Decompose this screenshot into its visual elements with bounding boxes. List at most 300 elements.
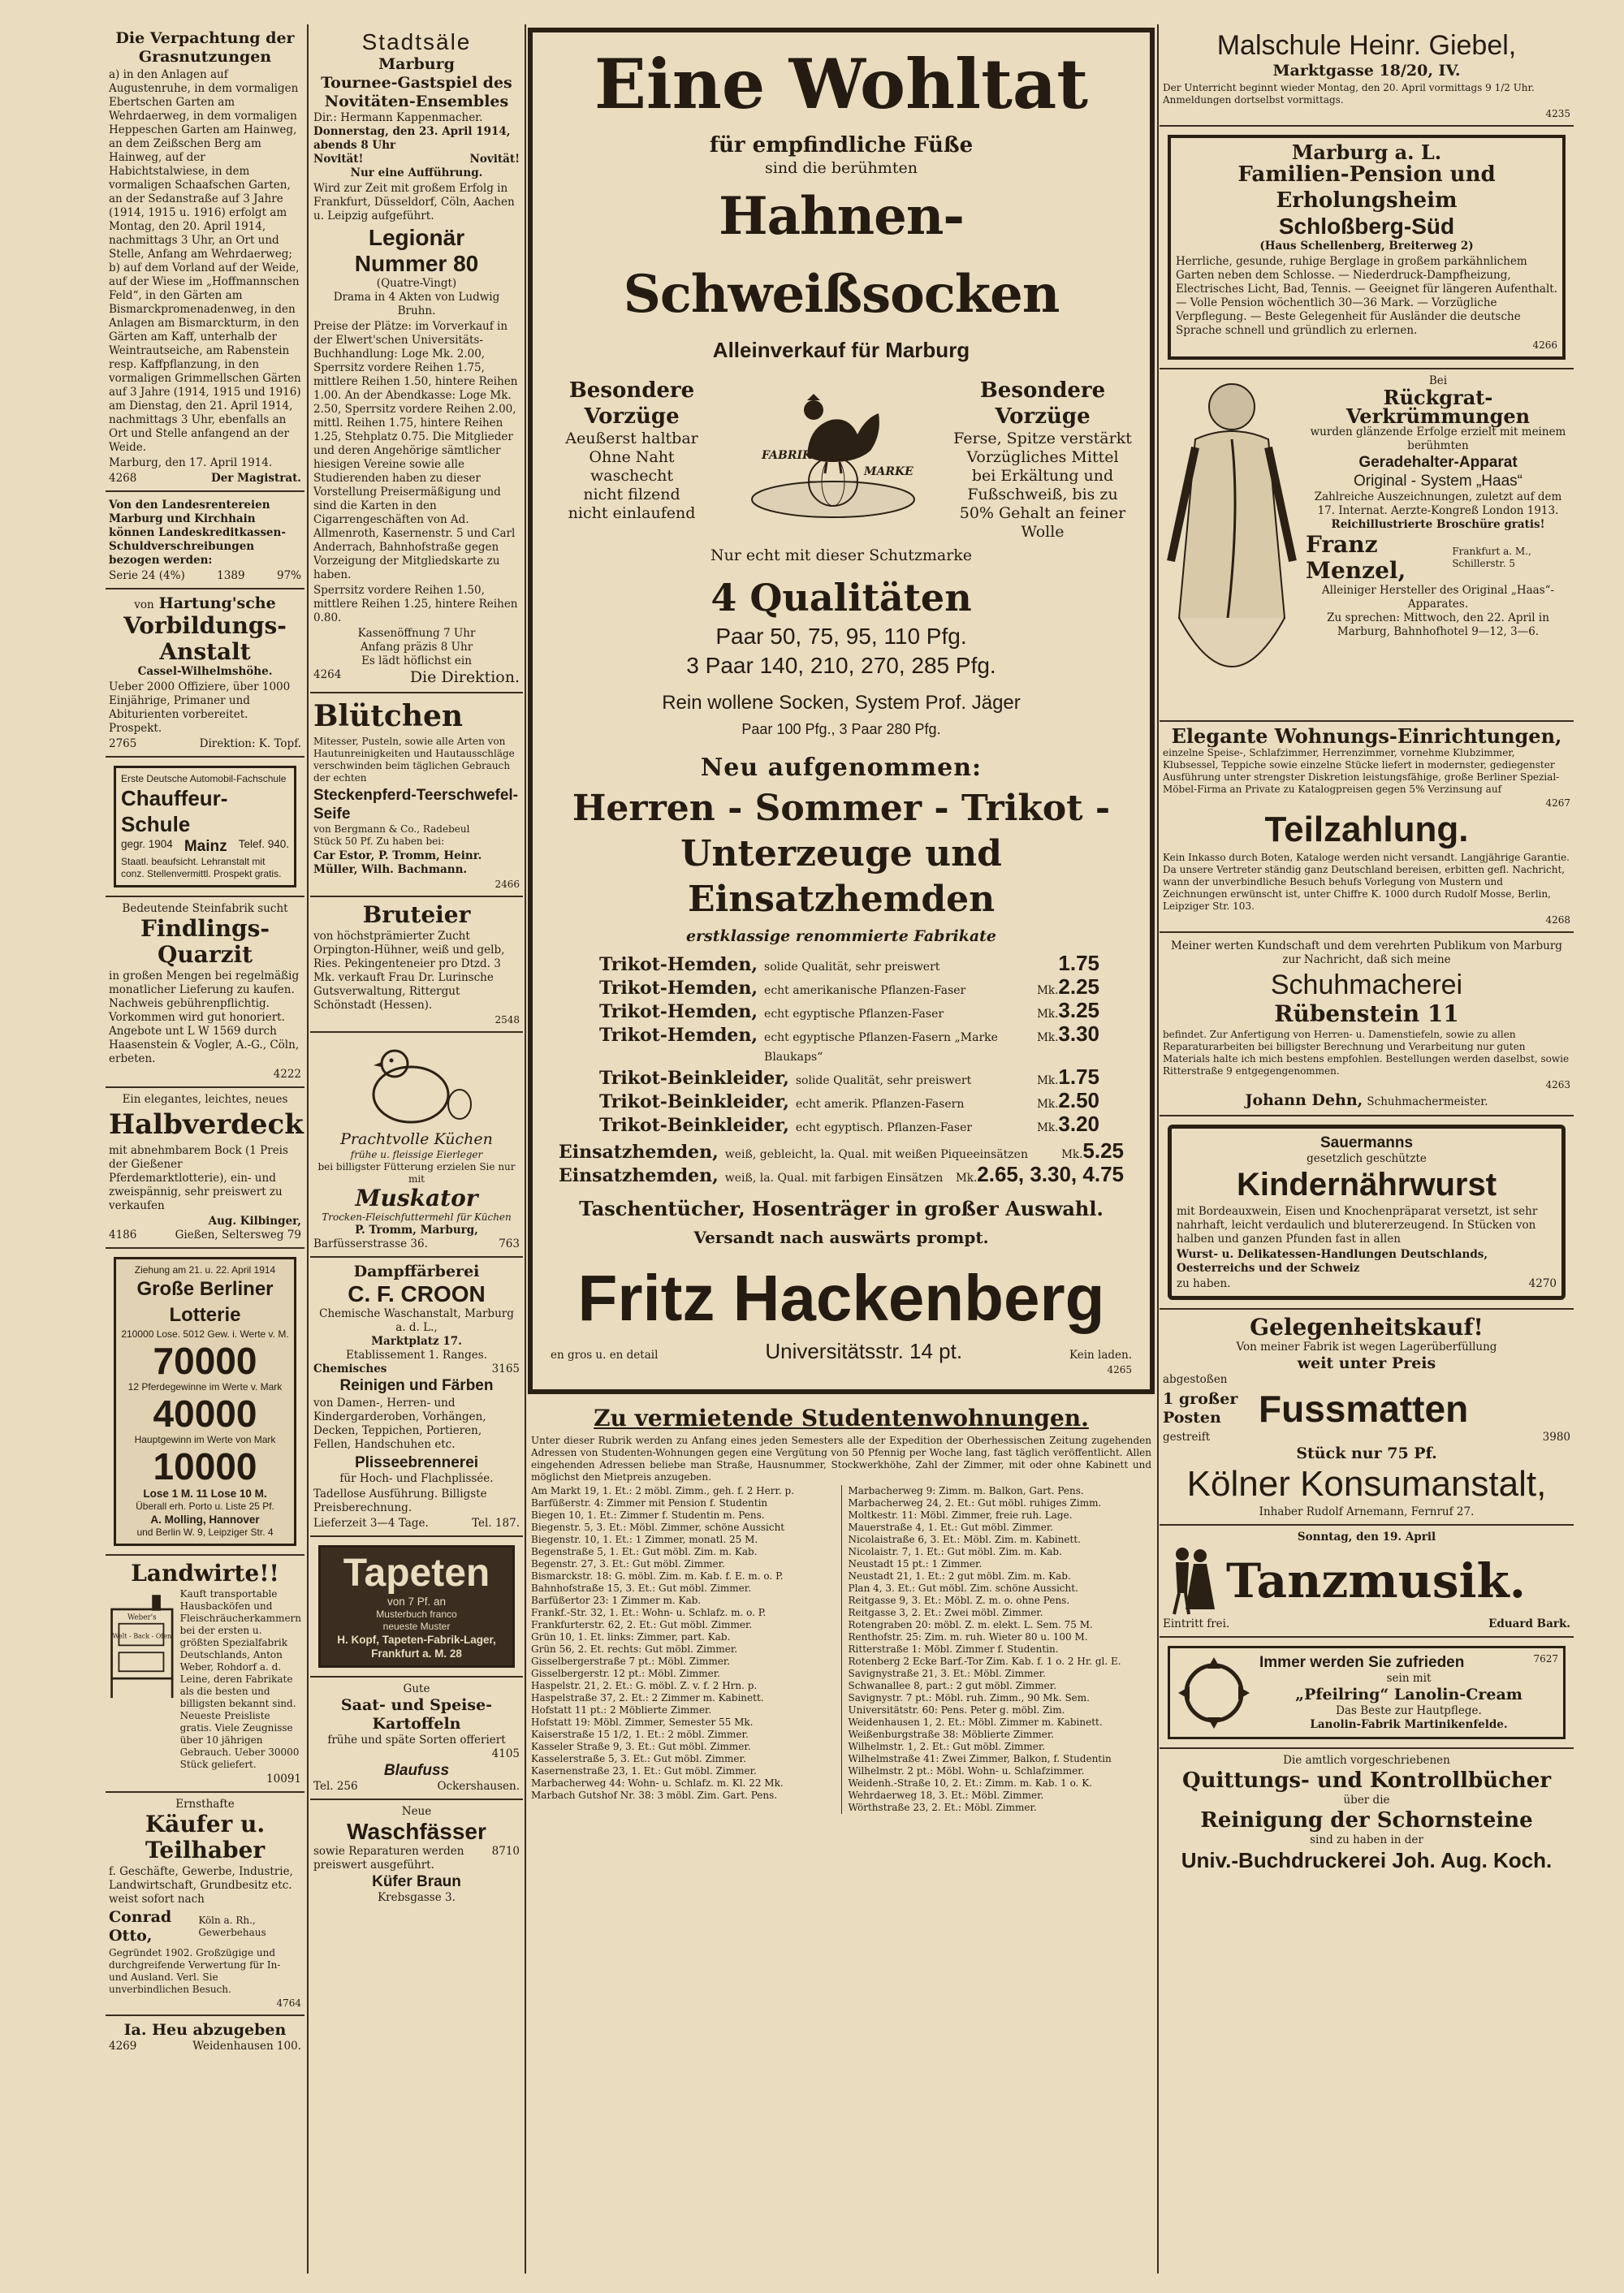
section-studentenwohnungen — [528, 1401, 1155, 1817]
ad-title-2: Reinigung der Schornsteine — [1200, 1808, 1533, 1833]
ad-prices-1: Paar 50, 75, 95, 110 Pfg. — [715, 624, 967, 649]
listing-item: Kasselerstraße 5, 3. Et.: Gut möbl. Zimmer. — [531, 1753, 746, 1764]
listing-item: Weidenhausen 1, 2. Et.: Möbl. Zimmer m. Kabinett. — [848, 1717, 1103, 1728]
listing-item: Mauerstraße 4, 1. Et.: Gut möbl. Zimmer. — [848, 1522, 1054, 1533]
price-row — [599, 1114, 1099, 1138]
ad-name: Franz Menzel, — [1306, 531, 1406, 584]
item-desc: solide Qualität, sehr preiswert — [795, 1074, 972, 1087]
listing-item: Kasseler Straße 9, 3. Et.: Gut möbl. Zimmer. — [531, 1741, 751, 1752]
dancers-icon — [1163, 1544, 1220, 1617]
column-rule — [525, 24, 526, 2274]
ad-text: Ueber 2000 Offiziere, über 1000 Einjährige, Primaner und Abiturienten vorbereitet. Prospekt. — [109, 680, 291, 735]
right-item: 50% Gehalt an feiner — [959, 504, 1126, 522]
ad-pre: Ernsthafte — [175, 1798, 235, 1811]
ad-croon — [310, 1258, 523, 1537]
series-code: 1389 — [217, 569, 245, 582]
ad-product: Steckenpferd-Teerschwefel-Seife — [313, 787, 519, 823]
right-item: Vorzügliches Mittel — [966, 448, 1119, 466]
ad-name: Eduard Bark. — [1488, 1617, 1570, 1630]
ad-number: 4186 — [109, 1229, 137, 1242]
ad-title: Rückgrat-Verkrümmungen — [1345, 386, 1531, 428]
person-back-icon — [1163, 374, 1301, 715]
price-row — [599, 1064, 1099, 1090]
listing-item: Marbach Gutshof Nr. 38: 3 möbl. Zim. Gart. Pens. — [531, 1790, 778, 1801]
item-unit: Mk. — [1037, 984, 1059, 997]
column-2 — [310, 24, 523, 1910]
ad-seats: Es lädt höflichst ein — [361, 654, 472, 667]
ad-text: f. Geschäfte, Gewerbe, Industrie, Landwirtschaft, Grundbesitz etc. weist sofort nach — [109, 1865, 293, 1906]
ad-address: Barfüsserstrasse 36. — [313, 1237, 428, 1250]
ad-landesrente — [106, 492, 304, 589]
lotterie-box — [114, 1257, 296, 1546]
ad-date: Donnerstag, den 23. April 1914, abends 8 Uhr — [313, 125, 511, 152]
ad-firm: Kölner Konsumanstalt, — [1186, 1464, 1547, 1504]
ad-title: Kindernährwurst — [1236, 1167, 1497, 1203]
ad-product: Fussmatten — [1259, 1388, 1469, 1430]
ad-text: Staatl. beaufsicht. Lehranstalt mit conz. Stellenvermittl. Prospekt gratis. — [121, 856, 282, 879]
trademark-text: MARKE — [864, 465, 914, 478]
lanolin-box — [1168, 1646, 1566, 1739]
listing-item: Reitgasse 3, 2. Et.: Zwei möbl. Zimmer. — [848, 1607, 1043, 1618]
ad-number: 4270 — [1528, 1277, 1557, 1290]
play-title-3: (Quatre-Vingt) — [376, 277, 457, 290]
item-name: Einsatzhemden, — [559, 1165, 719, 1186]
listing-item: Begenstraße 5, 1. Et.: Gut möbl. Zim. m. Kab. — [531, 1546, 758, 1557]
item-price: 3.30 — [1058, 1021, 1099, 1046]
ad-text: Kauft transportable Hausbacköfen und Fleischräucherkammern bei der ersten u. größten Spezialfabrik Deutschlands, Anton Weber, Rohdorf a. d. Leine, deren Fabrikate als die besten und billigsten bekannt sind. Neueste Preisliste gratis. Viele Zeugnisse über 10 jährigen Gebrauch. Ueber 30000 Stück geliefert. — [179, 1588, 302, 1770]
ad-title: Waschfässer — [347, 1819, 486, 1844]
ad-novitaet: Novität! — [313, 153, 364, 166]
item-price: 2.65, 3.30, 4.75 — [977, 1162, 1124, 1186]
ad-only: Nur eine Aufführung. — [350, 166, 483, 179]
listing-item: Gisselbergerstraße 7 pt.: Möbl. Zimmer. — [531, 1656, 731, 1667]
ad-number: 4105 — [491, 1747, 520, 1760]
prize-3: 10000 — [153, 1445, 257, 1488]
listing-item: Moltkestr. 11: Möbl. Zimmer, freie ruh. Lage. — [848, 1509, 1073, 1521]
ad-bluetchen — [310, 693, 523, 897]
item-desc: weiß, la. Qual. mit farbigen Einsätzen — [724, 1172, 944, 1185]
item-unit: Mk. — [955, 1172, 978, 1185]
item-desc: echt egyptische Pflanzen-Fasern „Marke Blaukaps“ — [764, 1031, 998, 1064]
ad-title-1: Käufer u. — [145, 1811, 266, 1837]
ad-text: mit Bordeauxwein, Eisen und Knochenpräparat versetzt, ist sehr nahrhaft, leicht verdaulich und blutererzeugend. In Stücken von halben und ganzen Pfunden fast in allen — [1177, 1205, 1538, 1246]
prize-1-text: 12 Pferdegewinne im Werte v. Mark — [127, 1381, 283, 1393]
item-price: 3.20 — [1058, 1112, 1099, 1136]
ad-text: von höchstprämierter Zucht Orpington-Hühner, weiß und gelb, Ries. Pekingenteneier pro Dtzd. 3 Mk. verkauft Frau Dr. Lurinsche Gutsverwaltung, Rittergut Schönstadt (Hessen). — [313, 930, 505, 1012]
listing-columns — [531, 1485, 1151, 1814]
right-features — [953, 378, 1132, 542]
column-3 — [528, 24, 1155, 1817]
ad-seller: A. Molling, Hannover — [150, 1514, 260, 1526]
listing-item: Nicolaistr. 7, 1. Et.: Gut möbl. Zim. m. Kab. — [848, 1546, 1062, 1557]
listing-item: Bahnhofstraße 15, 3. Et.: Gut möbl. Zimmer. — [531, 1583, 752, 1594]
ad-opening: Kassenöffnung 7 Uhr — [357, 627, 476, 640]
ad-text: Der Unterricht beginnt wieder Montag, den 20. April vormittags 9 1/2 Uhr. Anmeldungen dortselbst vormittags. — [1163, 82, 1535, 106]
item-name: Trikot-Hemden, — [599, 954, 758, 975]
ad-owner: Inhaber Rudolf Arnemann, Fernruf 27. — [1259, 1505, 1475, 1518]
ad-wool: Rein wollene Socken, System Prof. Jäger — [662, 692, 1021, 714]
listing-item: Schwanallee 8, part.: 2 gut möbl. Zimmer. — [848, 1680, 1057, 1691]
item-unit: Mk. — [1037, 1121, 1059, 1134]
ad-text: Von meiner Fabrik ist wegen Lagerüberfüllung — [1236, 1341, 1497, 1354]
ad-landwirte — [106, 1556, 304, 1793]
ad-noshop: Kein laden. — [1069, 1349, 1132, 1362]
ad-fussmatten — [1160, 1310, 1574, 1526]
ad-date: Sonntag, den 19. April — [1297, 1531, 1436, 1544]
ad-place: Cassel-Wilhelmshöhe. — [137, 665, 273, 678]
ad-number: 2548 — [495, 1014, 520, 1026]
ad-text: a) in den Anlagen auf Augustenruhe, in dem vormaligen Ebertschen Garten am Wehrdaerweg, in dem vormaligen Heppeschen Garten am Hainweg, an dem Zeißschen Berg am Hainweg, auf der Habichtstalwiese, in dem vormaligen Schaafschen Garten, an der Sedanstraße auf 3 Jahre (1914, 1915 u. 1916) erfolgt am Montag, den 20. April 1914, nachmittags 3 Uhr, an Ort und Stelle, Anfang am Wehrdaerweg; b) auf dem Vorland auf der Weide, auf der Wiese im „Hoffmannschen Feld“, in den Gärten am Bismarckpromenadenweg, in den Anlagen am Bismarckturm, in den Gärten am Kaff, unterhalb der Weintrautseiche, am Rabenstein resp. Kaffpflanzung, in den vormaligen Grimmellschen Gärten auf 3 Jahre (1914, 1915 und 1916) am Dienstag, den 21. April 1914, nachmittags 3 Uhr, ebenfalls an Ort und Stelle anfangend an der Weide. — [109, 68, 301, 454]
ad-text-1: wurden glänzende Erfolge erzielt mit meinem berühmten — [1310, 425, 1566, 452]
ad-pre: Bedeutende Steinfabrik sucht — [122, 902, 288, 915]
ad-sub: Chemische Waschanstalt, Marburg a. d. L., — [319, 1307, 514, 1334]
listing-item: Marbacherweg 44: Wohn- u. Schlafz. m. Kl. 22 Mk. — [531, 1777, 784, 1789]
item-price: 1.75 — [1058, 1064, 1099, 1089]
ad-teil: Teilzahlung. — [1264, 810, 1469, 849]
ad-address: Ockershausen. — [437, 1780, 520, 1793]
item-price: 1.75 — [1058, 951, 1099, 975]
ad-address: Universitätsstr. 14 pt. — [765, 1339, 963, 1363]
listing-item: Biegenstr. 5, 3. Et.: Möbl. Zimmer, schöne Aussicht — [531, 1522, 785, 1533]
listing-item: Grün 10, 1. Et. links: Zimmer, part. Kab. — [531, 1631, 731, 1643]
ad-number: 2765 — [109, 737, 137, 750]
listing-item: Renthofstr. 25: Zim. m. ruh. Wieter 80 u. 100 M. — [848, 1631, 1088, 1643]
price-list-2 — [551, 1138, 1132, 1188]
stove-brand: Weber's — [127, 1613, 157, 1622]
ad-delivery: Lieferzeit 3—4 Tage. — [313, 1517, 429, 1530]
listing-item: Marbacherweg 9: Zimm. m. Balkon, Gart. Pens. — [848, 1485, 1084, 1496]
ad-kuechen — [310, 1033, 523, 1258]
ad-text: frühe und späte Sorten offeriert — [327, 1734, 506, 1747]
ad-hartung — [106, 589, 304, 758]
ad-number-2: 4268 — [1545, 914, 1570, 926]
price-list — [551, 950, 1132, 1141]
ad-price: Lose 1 M. 11 Lose 10 M. — [143, 1488, 267, 1500]
ad-city: Marburg a. L. — [1291, 140, 1442, 164]
ad-title-2: Teilhaber — [145, 1837, 266, 1863]
ad-line: Erste Deutsche Automobil-Fachschule — [121, 773, 287, 784]
left-item: nicht filzend — [583, 486, 680, 503]
ad-number: 4222 — [273, 1068, 301, 1081]
left-item: nicht einlaufend — [568, 504, 696, 522]
ad-text: einzelne Speise-, Schlafzimmer, Herrenzimmer, vornehme Klubzimmer, Klubsessel, Teppiche sowie einzelne Stücke liefert in modernster, gediegenster Ausführung unter strengster Diskretion leistungsfähige, große Berliner Spezial-Möbel-Firma an Private zu Katalogpreisen gegen 5% Verzinsung auf — [1163, 747, 1560, 795]
ad-pre: Bei — [1428, 374, 1448, 387]
right-item: Wolle — [1021, 523, 1065, 541]
listing-item: Hofstatt 19: Möbl. Zimmer, Semester 55 Mk. — [531, 1717, 754, 1728]
item-desc: weiß, gebleicht, la. Qual. mit weißen Piqueeinsätzen — [724, 1148, 1028, 1161]
ad-title: Landwirte!! — [131, 1560, 279, 1587]
ad-brand-sub: Trocken-Fleischfuttermehl für Küchen — [322, 1211, 512, 1223]
ad-address: Köln a. Rh., Gewerbehaus — [198, 1915, 266, 1938]
ad-text-2: Gegründet 1902. Großzügige und durchgreifende Verwertung für In- und Ausland. Verl. Sie unverbindlichen Besuch. — [109, 1947, 281, 1995]
ad-info: 210000 Lose. 5012 Gew. i. Werte v. M. — [121, 1328, 289, 1340]
ad-firm: Univ.-Buchdruckerei Joh. Aug. Koch. — [1181, 1848, 1553, 1872]
ad-title: Malschule Heinr. Giebel, — [1216, 30, 1517, 61]
ad-malschule — [1160, 24, 1574, 127]
ad-director: Dir.: Hermann Kappenmacher. — [313, 111, 483, 124]
item-desc: echt egyptische Pflanzen-Faser — [764, 1008, 944, 1021]
ad-pre: Die amtlich vorgeschriebenen — [1283, 1754, 1450, 1767]
ad-title: Prachtvolle Küchen — [340, 1130, 493, 1148]
ad-title: Chauffeur-Schule — [121, 786, 228, 836]
listing-item: Savignystr. 7 pt.: Möbl. ruh. Zimm., 90 Mk. Sem. — [848, 1692, 1090, 1704]
ad-address: Marktgasse 18/20, IV. — [1272, 62, 1461, 80]
ad-prices-2: 3 Paar 140, 210, 270, 285 Pfg. — [686, 653, 996, 678]
ad-code: 3980 — [1542, 1431, 1570, 1444]
ad-text: Herrliche, gesunde, ruhige Berglage in großem parkähnlichem Garten neben dem Schlosse. — Niederdruck-Dampfheizung, Electrisches Licht, Bad, Tennis. — Geeignet für längeren Aufenthalt. — Volle Pension wöchentlich 30—36 Mark. — Vorzügliche Verpflegung. — Beste Gelegenheit für Ausländer die deutsche Sprache schnell und gründlich zu erlernen. — [1176, 255, 1558, 337]
listing-item: Barfüßertor 23: 1 Zimmer m. Kab. — [531, 1595, 702, 1606]
ad-address: Frankfurt a. M., Schillerstr. 5 — [1452, 546, 1531, 569]
series-label: Serie 24 (4%) — [109, 569, 185, 582]
listing-item: Biegen 10, 1. Et.: Zimmer f. Studentin m. Pens. — [531, 1509, 765, 1521]
pfeilring-icon — [1175, 1654, 1253, 1732]
ad-sub: (Haus Schellenberg, Breiterweg 2) — [1259, 240, 1474, 253]
listing-item: Wehrdaerweg 18, 3. Et.: Möbl. Zimmer. — [848, 1790, 1044, 1801]
item-unit: Mk. — [1061, 1148, 1083, 1161]
ad-line-1: Immer werden Sie zufrieden — [1259, 1654, 1465, 1671]
ad-text-2: weit unter Preis — [1297, 1354, 1436, 1372]
ad-phone: Telef. 940. — [238, 838, 289, 850]
listing-item: Bismarckstr. 18: G. möbl. Zim. m. Kab. f. E. m. o. P. — [531, 1570, 784, 1582]
ad-muster: Musterbuch franco — [376, 1609, 457, 1620]
ad-address: Weidenhausen 100. — [192, 2040, 301, 2053]
ad-free: Eintritt frei. — [1163, 1617, 1230, 1630]
ad-pre: abgestoßen — [1163, 1373, 1228, 1386]
listing-right — [849, 1485, 1152, 1814]
chauffeur-box — [114, 766, 296, 887]
sauermann-box — [1168, 1125, 1566, 1300]
ad-address: Rübenstein 11 — [1274, 1000, 1459, 1027]
ad-title: Quittungs- und Kontrollbücher — [1181, 1768, 1552, 1793]
listing-item: Weißenburgstraße 38: Möblierte Zimmer. — [848, 1729, 1055, 1740]
column-rule — [307, 24, 309, 2274]
ad-system: Original - System „Haas“ — [1354, 473, 1522, 490]
item-desc: echt amerikanische Pflanzen-Faser — [764, 984, 966, 997]
ad-text: in großen Mengen bei regelmäßig monatlicher Lieferung zu kaufen. Nachweis gebührenpflichtig. Vorkommen wird gut honoriert. Angebote unt L W 1569 durch Haasenstein & Vogler, A.-G., Cöln, erbeten. — [109, 969, 300, 1065]
ad-pension — [1160, 127, 1574, 369]
ad-title: Ia. Heu abzugeben — [123, 2021, 287, 2039]
ad-title: Große Berliner Lotterie — [136, 1278, 274, 1326]
ad-exclusive: Alleinverkauf für Marburg — [712, 338, 970, 362]
listing-item: Grün 56, 2. Et. rechts: Gut möbl. Zimmer. — [531, 1643, 738, 1655]
rooster-trademark-icon — [736, 378, 931, 524]
ad-title: Findlings-Quarzit — [140, 915, 270, 968]
listing-item: Neustadt 15 pt.: 1 Zimmer. — [848, 1558, 983, 1570]
item-unit: Mk. — [1037, 1074, 1059, 1087]
listing-item: Wilhelmstraße 41: Zwei Zimmer, Balkon, f. Studentin — [848, 1753, 1112, 1764]
ad-est: Etablissement 1. Ranges. — [346, 1349, 487, 1362]
ad-name: Sauermanns — [1320, 1134, 1414, 1151]
ad-number: 4268 — [109, 472, 137, 485]
ad-title: Bruteier — [362, 901, 471, 928]
ad-text-3: zu haben. — [1177, 1277, 1231, 1290]
prize-2-text: Hauptgewinn im Werte von Mark — [134, 1434, 276, 1445]
ad-number: 763 — [499, 1237, 520, 1250]
ad-founded: gegr. 1904 — [121, 838, 173, 850]
ad-price: Stück nur 75 Pf. — [1296, 1444, 1437, 1462]
ad-only: Nur echt mit dieser Schutzmarke — [710, 546, 973, 564]
right-item: bei Erkältung und — [971, 467, 1114, 485]
ad-title-2: Vorbildungs-Anstalt — [123, 612, 287, 665]
ad-line-2: sein mit — [1386, 1672, 1432, 1685]
listing-item: Frankfurterstr. 62, 2. Et.: Gut möbl. Zimmer. — [531, 1619, 753, 1630]
listing-left — [531, 1485, 835, 1814]
price-row — [599, 1000, 1099, 1024]
listing-item: Ritterstraße 1: Möbl. Zimmer f. Studentin. — [848, 1643, 1059, 1655]
ad-text-2: Kein Inkasso durch Boten, Kataloge werden nicht versandt. Langjährige Garantie. Da unsere Vertreter ständig ganz Deutschland bereisen, erbitten gefl. Nachricht, wann der unverbindliche Besuch behufs Vorlegung von Mustern und Zeichnungen erwünscht ist, unter Chiffre K. 1000 durch Rudolf Mosse, Berlin, Leipziger Str. 103. — [1163, 852, 1570, 912]
listing-item: Weidenh.-Straße 10, 2. Et.: Zimm. m. Kab. 1 o. K. — [848, 1777, 1093, 1789]
ad-title: Schuhmacherei — [1270, 969, 1463, 1000]
ad-text: bei billigster Fütterung erzielen Sie nur mit — [317, 1161, 516, 1185]
ad-wohnung — [1160, 722, 1574, 933]
series-value: 97% — [276, 569, 301, 582]
listing-item: Wilhelmstr. 1, 2. Et.: Gut möbl. Zimmer. — [848, 1741, 1046, 1752]
ad-underwear: Herren - Sommer - Trikot - Unterzeuge und Einsatzhemden — [572, 788, 1111, 920]
listing-item: Gisselbergerstr. 12 pt.: Möbl. Zimmer. — [531, 1668, 720, 1679]
listing-item: Barfüßerstr. 4: Zimmer mit Pension f. Studentin — [531, 1497, 768, 1509]
ad-number: 10091 — [266, 1773, 301, 1786]
item-name: Trikot-Hemden, — [599, 1025, 758, 1046]
ad-quittung — [1160, 1749, 1574, 1878]
right-item: Fußschweiß, bis zu — [967, 486, 1118, 503]
ad-number: 4267 — [1545, 797, 1570, 809]
play-title-2: Nummer 80 — [354, 251, 479, 276]
ad-title: Tanzmusik. — [1226, 1553, 1526, 1609]
left-item: waschecht — [590, 467, 673, 485]
listing-item: Marbacherweg 24, 2. Et.: Gut möbl. ruhiges Zimm. — [848, 1497, 1102, 1509]
ad-qty: 1 großer Posten — [1163, 1390, 1238, 1427]
ad-new: Neu aufgenommen: — [700, 754, 983, 782]
ad-sellers: Car Estor, P. Tromm, Heinr. Müller, Wilh. Bachmann. — [313, 849, 482, 876]
ad-text: mit abnehmbarem Bock (1 Preis der Gießener Pferdemarktlotterie), ein- und zweispännig, sehr preiswert zu verkaufen — [109, 1144, 288, 1212]
ad-tour: Tournee-Gastspiel des Novitäten-Ensembles — [321, 74, 512, 110]
ad-title: Die Verpachtung der Grasnutzungen — [115, 29, 295, 66]
listing-item: Am Markt 19, 1. Et.: 2 möbl. Zimm., geh. f. 2 Herr. p. — [531, 1485, 795, 1496]
item-name: Trikot-Hemden, — [599, 978, 758, 999]
listing-item: Neustadt 21, 1. Et.: 2 gut möbl. Zim. m. Kab. — [848, 1570, 1071, 1582]
ad-wool-price: Paar 100 Pfg., 3 Paar 280 Pfg. — [741, 721, 941, 737]
ad-title: Saat- und Speise-Kartoffeln — [340, 1696, 493, 1733]
item-name: Trikot-Beinkleider, — [599, 1068, 789, 1089]
listing-item: Rotenberg 2 Ecke Barf.-Tor Zim. Kab. f. 1 o. 2 Hr. gl. E. — [848, 1656, 1121, 1667]
ad-name: C. F. CROON — [348, 1281, 486, 1306]
ad-title: Stadtsäle — [361, 29, 472, 54]
ad-number: 4764 — [276, 1997, 301, 2009]
ad-address: Marktplatz 17. — [371, 1335, 462, 1348]
ad-draw: Ziehung am 21. u. 22. April 1914 — [134, 1264, 276, 1276]
listing-item: Haspelstraße 37, 2. Et.: 2 Zimmer m. Kabinett. — [531, 1692, 764, 1704]
ad-lanolin — [1160, 1638, 1574, 1749]
item-name: Trikot-Hemden, — [599, 1001, 758, 1022]
item-price: 2.25 — [1058, 974, 1099, 999]
left-title: Besondere Vorzüge — [568, 378, 695, 429]
pension-box — [1168, 135, 1566, 360]
ad-text: Von den Landesrentereien Marburg und Kirchhain können Landeskreditkassen-Schuldverschreibungen bezogen werden: — [109, 499, 286, 567]
ad-number: 4263 — [1545, 1079, 1570, 1090]
ad-sub: für empfindliche Füße — [709, 133, 974, 158]
ad-plisse: Plisseebrennerei — [354, 1454, 479, 1471]
listing-item: Hofstatt 11 pt.: 2 Möblierte Zimmer. — [531, 1704, 712, 1716]
ad-pre: von — [134, 598, 154, 611]
listing-item: Savignystraße 21, 3. Et.: Möbl. Zimmer. — [848, 1668, 1046, 1679]
listing-item: Reitgasse 9, 3. Et.: Möbl. Z. m. o. ohne Pens. — [848, 1595, 1070, 1606]
ad-job: Schuhmachermeister. — [1367, 1095, 1488, 1108]
ad-text-5: Zu sprechen: Mittwoch, den 22. April in Marburg, Bahnhofhotel 9—12, 3—6. — [1327, 611, 1549, 638]
ad-sub: gestreift — [1163, 1431, 1211, 1444]
ad-shop: Fritz Hackenberg — [577, 1262, 1105, 1334]
price-row — [599, 1090, 1099, 1114]
ad-chem: Chemisches — [313, 1362, 387, 1375]
ad-text-2: Zahlreiche Auszeichnungen, zuletzt auf dem 17. Internat. Aerzte-Kongreß London 1913. — [1314, 490, 1562, 517]
ad-maker: von Bergmann & Co., Radebeul — [313, 823, 470, 835]
listing-item: Kasernenstraße 23, 1. Et.: Gut möbl. Zimmer. — [531, 1765, 757, 1777]
ad-title: Eine Wohltat — [594, 44, 1089, 124]
ad-protected: gesetzlich geschützte — [1307, 1152, 1427, 1165]
ad-title: Familien-Pension und Erholungsheim — [1237, 162, 1496, 213]
ad-lotterie — [106, 1249, 304, 1556]
ad-name: Aug. Kilbinger, — [208, 1215, 301, 1228]
prize-1: 70000 — [153, 1340, 257, 1382]
ad-chauffeur — [106, 758, 304, 897]
ad-name: Schloßberg-Süd — [1278, 214, 1455, 239]
ad-prices-2: Sperrsitz vordere Reihen 1.50, mittlere Reihen 1.25, hintere Reihen 0.80. — [313, 584, 518, 624]
stove-label: Welt - Back - Ofen — [112, 1632, 172, 1640]
ad-text: von Damen-, Herren- und Kindergarderoben, Vorhängen, Decken, Teppichen, Portieren, Fellen, Handschuhen etc. — [313, 1397, 486, 1451]
ad-plisse-text: für Hoch- und Flachplissée. — [339, 1472, 494, 1485]
ad-rueckgrat — [1160, 369, 1574, 722]
ad-sub-2: sind die berühmten — [765, 159, 918, 177]
ad-pre: Ein elegantes, leichtes, neues — [122, 1093, 288, 1106]
ad-qualities: 4 Qualitäten — [710, 576, 972, 620]
item-price: 3.25 — [1058, 998, 1099, 1022]
ad-number: 3165 — [491, 1362, 520, 1375]
ad-product: Geradehalter-Apparat — [1358, 454, 1518, 471]
ad-stadtsaele — [310, 24, 523, 693]
listing-item: Biegenstr. 10, 1. Et.: 1 Zimmer, monatl. 25 M. — [531, 1534, 758, 1545]
ad-brueteier — [310, 897, 523, 1033]
price-row — [559, 1138, 1124, 1164]
ad-misc: Taschentücher, Hosenträger in großer Auswahl. — [579, 1197, 1104, 1220]
listing-item: Plan 4, 3. Et.: Gut möbl. Zim. schöne Aussicht. — [848, 1583, 1078, 1594]
ad-title: Elegante Wohnungs-Einrichtungen, — [1171, 724, 1562, 748]
ad-sub: frühe u. fleissige Eierleger — [350, 1149, 483, 1160]
ad-title: Blütchen — [313, 699, 464, 733]
item-name: Einsatzhemden, — [559, 1142, 719, 1163]
ad-number: 4269 — [109, 2040, 137, 2053]
price-row — [559, 1164, 1124, 1188]
ad-waschfaesser — [310, 1800, 523, 1910]
listing-item: Wörthstraße 23, 2. Et.: Möbl. Zimmer. — [848, 1802, 1037, 1813]
ad-line-3: Das Beste zur Hautpflege. — [1336, 1704, 1482, 1717]
ad-number: 2466 — [495, 879, 520, 890]
listing-item: Wilhelmstr. 2 pt.: Möbl. Wohn- u. Schlafzimmer. — [848, 1765, 1085, 1777]
ad-number: 4265 — [1107, 1364, 1132, 1375]
ad-direction: Die Direktion. — [409, 668, 520, 686]
listing-item: Nicolaistraße 6, 3. Et.: Möbl. Zim. m. Kabinett. — [848, 1534, 1081, 1545]
item-name: Trikot-Beinkleider, — [599, 1091, 789, 1112]
ad-shipping: Versandt nach auswärts prompt. — [693, 1228, 989, 1247]
ad-brands: erstklassige renommierte Fabrikate — [685, 927, 997, 945]
ad-text-2: Wurst- u. Delikatessen-Handlungen Deutschlands, Oesterreichs und der Schweiz — [1177, 1248, 1488, 1275]
ad-sauermann — [1160, 1116, 1574, 1310]
oven-icon — [109, 1587, 175, 1708]
ad-novitaet: Novität! — [469, 153, 520, 166]
listing-item: Kaiserstraße 15 1/2, 1. Et.: 2 möbl. Zimmer. — [531, 1729, 749, 1740]
ad-director: Direktion: K. Topf. — [199, 737, 301, 750]
ad-kartoffeln — [310, 1678, 523, 1800]
item-desc: echt amerik. Pflanzen-Fasern — [795, 1098, 965, 1111]
ad-text: Mitesser, Pusteln, sowie alle Arten von Hautunreinigkeiten und Hautausschläge verschwinden beim täglichen Gebrauch der echten — [313, 736, 515, 784]
